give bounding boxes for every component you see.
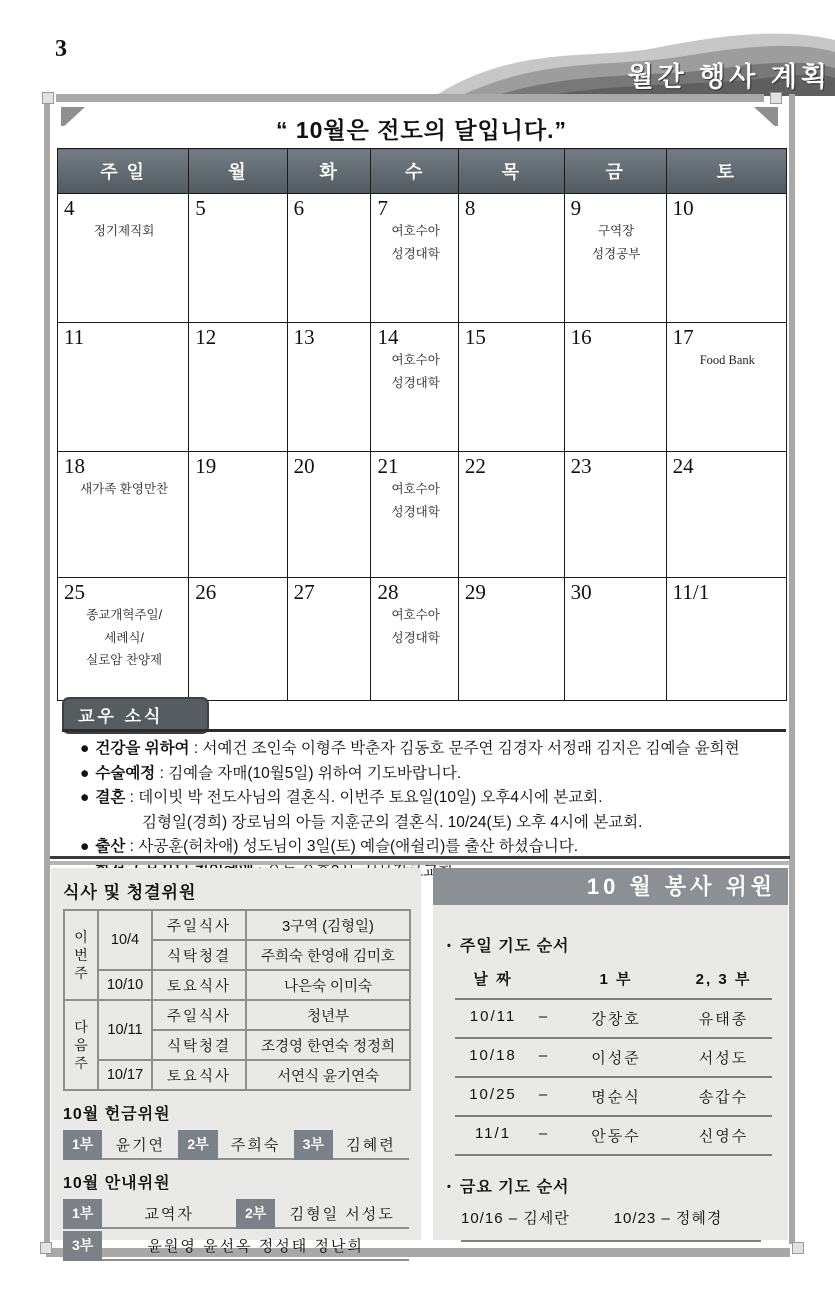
calendar-cell — [371, 323, 458, 452]
meal-date: 10/17 — [98, 1060, 152, 1090]
meal-cleaning-panel — [51, 868, 421, 1255]
calendar-event: 성경대학 — [391, 246, 440, 261]
prayer-row — [455, 1037, 772, 1076]
calendar-date: 20 — [293, 454, 315, 478]
news-label: 결혼 — [95, 789, 126, 807]
calendar-event: 정기제직회 — [93, 224, 155, 239]
meal-date: 10/11 — [98, 1000, 152, 1060]
table-row — [64, 1000, 410, 1030]
calendar-date: 5 — [195, 196, 206, 220]
calendar-cell — [564, 323, 666, 452]
column-header: 2, 3 부 — [695, 971, 752, 988]
day-header-thursday: 목 — [458, 149, 564, 194]
calendar-cell — [189, 194, 287, 323]
offering-name: 윤기연 — [102, 1130, 178, 1160]
dash: – — [538, 1125, 550, 1142]
calendar-date: 17 — [672, 325, 694, 349]
bullet-icon: ● — [80, 764, 90, 782]
news-text: : 사공훈(허차애) 성도님이 3일(토) 예슬(애쉴리)를 출산 하셨습니다. — [129, 838, 579, 856]
calendar-cell — [58, 323, 189, 452]
service-panel-title: 10 월 봉사 위원 — [433, 868, 788, 905]
prayer-date: 10/25 — [469, 1086, 517, 1103]
calendar-event: 여호수아 — [391, 608, 440, 623]
frame-left-bar — [44, 94, 50, 1244]
calendar-date: 28 — [377, 580, 399, 604]
calendar-cell — [458, 323, 564, 452]
news-label: 건강을 위하여 — [95, 740, 190, 757]
calendar-date: 13 — [293, 325, 315, 349]
prayer-name-23bu: 서성도 — [698, 1050, 749, 1067]
service-panel — [433, 868, 788, 1240]
prayer-row — [455, 1115, 772, 1156]
column-header: 날 짜 — [473, 971, 513, 988]
calendar-cell — [458, 194, 564, 323]
calendar-date: 16 — [570, 325, 592, 349]
calendar-week-row — [58, 194, 787, 323]
calendar-cell — [564, 578, 666, 701]
calendar-week-row — [58, 578, 787, 701]
meal-date: 10/10 — [98, 970, 152, 1000]
calendar-event: 여호수아 — [391, 482, 440, 497]
friday-prayer-title: • 금요 기도 순서 — [447, 1179, 570, 1196]
calendar-date: 24 — [672, 454, 694, 478]
news-section-badge: 교우 소식 — [62, 697, 209, 734]
usher-row — [63, 1199, 409, 1229]
meal-duty: 주일식사 — [152, 1000, 246, 1030]
offering-row — [63, 1130, 409, 1160]
calendar-event: Food Bank — [699, 353, 755, 368]
calendar-cell — [666, 323, 786, 452]
calendar-date: 9 — [570, 196, 582, 220]
news-label: 수술예정 — [95, 764, 156, 782]
news-item — [80, 786, 786, 810]
offering-name: 김혜련 — [333, 1130, 409, 1160]
day-header-saturday: 토 — [666, 149, 786, 194]
calendar-cell — [371, 578, 458, 701]
meal-names: 청년부 — [246, 1000, 410, 1030]
table-row — [64, 970, 410, 1000]
calendar-date: 19 — [195, 454, 217, 478]
frame-right-bar — [789, 94, 795, 1244]
prayer-name-1bu: 강창호 — [591, 1011, 641, 1028]
meal-names: 조경영 한연숙 정정희 — [246, 1030, 410, 1060]
prayer-name-1bu: 명순식 — [591, 1089, 641, 1106]
day-header-tuesday: 화 — [287, 149, 371, 194]
calendar-event: 여호수아 — [391, 224, 440, 239]
frame-corner — [42, 92, 54, 104]
calendar-event: 실로암 찬양제 — [86, 653, 163, 668]
news-item — [80, 762, 786, 786]
section-divider — [50, 861, 790, 865]
calendar-event: 세례식/ — [104, 630, 144, 645]
day-header-friday: 금 — [564, 149, 666, 194]
calendar-week-row — [58, 323, 787, 452]
calendar-date: 4 — [64, 196, 75, 220]
calendar-date: 30 — [570, 580, 592, 604]
table-row — [64, 1060, 410, 1090]
meal-panel-title: 식사 및 청결위원 — [63, 883, 197, 902]
part-badge: 3부 — [63, 1231, 102, 1261]
week-label: 다음주 — [64, 1000, 98, 1090]
calendar-date: 25 — [64, 580, 85, 604]
prayer-date: 10/18 — [469, 1047, 517, 1064]
calendar-date: 15 — [464, 325, 486, 349]
header-banner — [405, 26, 835, 96]
part-badge: 1부 — [63, 1199, 102, 1229]
meal-names: 나은숙 이미숙 — [246, 970, 410, 1000]
calendar-event: 종교개혁주일/ — [86, 608, 163, 623]
day-header-sunday: 주 일 — [58, 149, 189, 194]
news-item — [80, 737, 786, 761]
news-text: : 김예슬 자매(10월5일) 위하여 기도바랍니다. — [159, 764, 462, 782]
frame-corner — [792, 1242, 804, 1254]
calendar-cell — [287, 578, 371, 701]
calendar-date: 14 — [377, 325, 399, 349]
calendar-date: 11/1 — [672, 580, 710, 604]
offering-name: 주희숙 — [218, 1130, 294, 1160]
bullet-icon: ● — [80, 740, 90, 757]
calendar-cell — [458, 452, 564, 578]
prayer-date: 11/1 — [474, 1125, 512, 1142]
news-divider — [62, 729, 786, 732]
meal-duty: 식탁청결 — [152, 940, 246, 970]
prayer-name-23bu: 신영수 — [698, 1128, 749, 1145]
friday-prayer-row — [461, 1207, 761, 1242]
calendar-event: 성경공부 — [591, 246, 641, 261]
usher-name: 교역자 — [102, 1199, 236, 1229]
sunday-prayer-title: • 주일 기도 순서 — [447, 938, 570, 955]
month-quote: “ 10월은 전도의 달입니다.” — [275, 117, 568, 143]
calendar-cell — [189, 578, 287, 701]
monthly-calendar — [57, 148, 787, 701]
calendar-date: 7 — [377, 196, 388, 220]
service-panel-body — [433, 905, 788, 1242]
usher-row — [63, 1231, 409, 1261]
meal-duty: 토요식사 — [152, 1060, 246, 1090]
calendar-event: 성경대학 — [391, 375, 440, 390]
news-text: : 서예건 조인숙 이형주 박춘자 김동호 문주연 김경자 서정래 김지은 김예슬 윤희현 — [193, 740, 740, 757]
part-badge: 1부 — [63, 1130, 102, 1160]
meal-names: 서연식 윤기연숙 — [246, 1060, 410, 1090]
bullet-icon: ● — [80, 838, 90, 856]
calendar-event: 성경대학 — [391, 630, 440, 645]
friday-entry: 10/16 – 김세란 — [461, 1210, 570, 1227]
prayer-row — [455, 1076, 772, 1115]
section-divider — [50, 856, 790, 859]
news-item-continuation: 김형일(경희) 장로님의 아들 지훈군의 결혼식. 10/24(토) 오후 4시에 본교회. — [142, 813, 643, 831]
calendar-cell — [458, 578, 564, 701]
part-badge: 2부 — [236, 1199, 275, 1229]
prayer-name-1bu: 안동수 — [591, 1128, 641, 1145]
calendar-date: 26 — [195, 580, 217, 604]
prayer-name-23bu: 송갑수 — [698, 1089, 749, 1106]
calendar-week-row — [58, 452, 787, 578]
prayer-date: 10/11 — [469, 1008, 517, 1025]
prayer-name-1bu: 이성준 — [591, 1050, 641, 1067]
calendar-event: 구역장 — [598, 224, 635, 239]
bullet-icon: • — [447, 940, 452, 952]
dash: – — [538, 1047, 550, 1064]
bullet-icon: ● — [80, 789, 90, 807]
meal-names: 주희숙 한영애 김미호 — [246, 940, 410, 970]
calendar-date: 18 — [64, 454, 85, 478]
sunday-prayer-table — [455, 966, 772, 1156]
usher-name: 김형일 서성도 — [275, 1199, 409, 1229]
friday-entry: 10/23 – 정혜경 — [613, 1210, 723, 1227]
meal-table — [63, 909, 411, 1091]
calendar-event: 새가족 환영만찬 — [80, 482, 169, 497]
calendar-cell — [287, 194, 371, 323]
calendar-cell — [666, 578, 786, 701]
calendar-date: 23 — [570, 454, 592, 478]
calendar-date: 10 — [672, 196, 694, 220]
calendar-cell — [666, 194, 786, 323]
calendar-event: 성경대학 — [391, 504, 440, 519]
calendar-date: 8 — [464, 196, 476, 220]
calendar-cell — [189, 323, 287, 452]
column-header: 1 부 — [599, 971, 633, 988]
calendar-cell — [58, 452, 189, 578]
dash: – — [538, 1086, 550, 1103]
day-header-monday: 월 — [189, 149, 287, 194]
day-header-wednesday: 수 — [371, 149, 458, 194]
usher-name: 윤원영 윤선옥 정성태 정난희 — [102, 1231, 409, 1261]
calendar-cell — [189, 452, 287, 578]
frame-top-bar — [56, 94, 764, 102]
meal-duty: 토요식사 — [152, 970, 246, 1000]
meal-duty: 식탁청결 — [152, 1030, 246, 1060]
calendar-cell — [371, 194, 458, 323]
bullet-icon: • — [447, 1181, 452, 1193]
part-badge: 3부 — [294, 1130, 333, 1160]
calendar-cell — [58, 578, 189, 701]
calendar-date: 12 — [195, 325, 217, 349]
calendar-date: 6 — [293, 196, 305, 220]
calendar-cell — [58, 194, 189, 323]
part-badge: 2부 — [178, 1130, 217, 1160]
calendar-date: 29 — [464, 580, 486, 604]
calendar-cell — [564, 452, 666, 578]
calendar-cell — [287, 323, 371, 452]
calendar-cell — [371, 452, 458, 578]
meal-duty: 주일식사 — [152, 910, 246, 940]
news-text: : 데이빗 박 전도사님의 결혼식. 이번주 토요일(10일) 오후4시에 본교회. — [129, 789, 603, 807]
prayer-row — [455, 998, 772, 1037]
table-row — [64, 910, 410, 940]
calendar-cell — [287, 452, 371, 578]
news-label: 출산 — [95, 838, 126, 856]
week-label: 이번주 — [64, 910, 98, 1000]
calendar-date: 27 — [293, 580, 315, 604]
calendar-cell — [666, 452, 786, 578]
prayer-header-row — [455, 966, 772, 998]
calendar-header-row — [58, 149, 787, 194]
prayer-name-23bu: 유태종 — [698, 1011, 749, 1028]
calendar-event: 여호수아 — [391, 353, 440, 368]
calendar-date: 11 — [64, 325, 85, 349]
page-title: 월간 행사 계획 — [627, 62, 831, 92]
calendar-date: 22 — [464, 454, 486, 478]
calendar-cell — [564, 194, 666, 323]
calendar-date: 21 — [377, 454, 399, 478]
frame-corner — [770, 92, 782, 104]
offering-title: 10월 헌금위원 — [63, 1106, 171, 1123]
frame-corner — [40, 1242, 52, 1254]
dash: – — [538, 1008, 550, 1025]
meal-names: 3구역 (김형일) — [246, 910, 410, 940]
meal-date: 10/4 — [98, 910, 152, 970]
page-number: 3 — [55, 36, 67, 62]
usher-title: 10월 안내위원 — [63, 1175, 171, 1192]
